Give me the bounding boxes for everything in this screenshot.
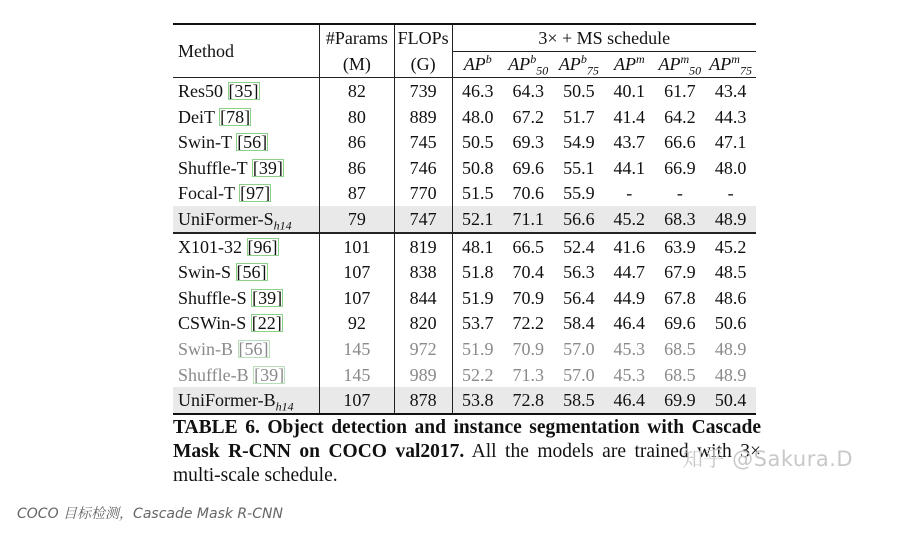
value-cell: 45.3 [613,338,646,359]
table-row [173,311,756,337]
method-cell: Res50 [35] [173,78,320,104]
citation-link[interactable]: [97] [240,183,271,204]
caption-text: All the models are trained with 3× multi-scale schedule. [173,441,761,486]
value-cell: 57.0 [563,364,595,385]
params-cell: 86 [320,155,395,181]
value-cell: 70.9 [512,287,544,308]
header-method: Method [173,24,320,78]
value-cell: 48.1 [452,233,503,260]
flops-cell: 820 [394,311,452,337]
table-row [173,285,756,311]
method-cell: Swin-T [56] [173,129,320,155]
citation-link[interactable]: [39] [252,157,283,178]
flops-cell: 844 [394,285,452,311]
value-cell: 46.4 [613,313,646,334]
value-cell: 61.7 [654,78,705,104]
value-cell: 46.4 [604,387,654,414]
params-cell: 87 [320,181,395,207]
value-cell: 44.7 [613,262,646,283]
flops-cell: 746 [394,155,452,181]
value-cell: 50.8 [461,157,494,178]
method-cell: Focal-T [97] [173,181,320,207]
value-cell: 48.0 [461,106,494,127]
citation-link[interactable]: [39] [254,364,285,385]
value-cell: 44.9 [613,287,646,308]
flops-cell: 739 [394,78,452,104]
table-row-highlighted [173,387,756,414]
value-cell: 64.3 [503,78,554,104]
value-cell: 71.1 [503,206,554,233]
params-cell: 101 [320,233,395,260]
value-cell: 69.6 [664,313,696,334]
table-row [173,129,756,155]
method-cell: DeiT [78] [173,104,320,130]
table-row-highlighted [173,206,756,233]
citation-link[interactable]: [35] [228,80,259,101]
table-row [173,181,756,207]
citation-link[interactable]: [39] [252,287,283,308]
value-cell: 68.5 [664,364,696,385]
header-flops: FLOPs [394,24,452,51]
header-params-unit: (M) [320,51,395,78]
citation-link[interactable]: [96] [247,236,278,257]
value-cell: 66.5 [503,233,554,260]
flops-cell: 878 [394,387,452,414]
header-metric: $AP^b_{75}$ [554,51,605,78]
value-cell: 48.5 [714,262,747,283]
params-cell: 107 [320,387,395,414]
flops-cell: 819 [394,233,452,260]
watermark: 知乎 @Sakura.D [682,447,854,471]
value-cell: 50.6 [714,313,747,334]
params-cell: 80 [320,104,395,130]
value-cell: 47.1 [714,132,747,153]
value-cell: 45.3 [613,364,646,385]
header-metric: $AP^b$ [452,51,503,78]
flops-cell: 889 [394,104,452,130]
value-cell: 48.0 [714,157,747,178]
caption-label: TABLE 6. Object detection and instance segmentation with Cascade Mask R-CNN on COCO val2017. [173,417,761,462]
value-cell: 58.4 [563,313,595,334]
method-cell: Shuffle-S [39] [173,285,320,311]
value-cell: 67.9 [664,262,696,283]
table-row [173,155,756,181]
value-cell: - [676,183,683,204]
table-row [173,259,756,285]
params-cell: 92 [320,311,395,337]
value-cell: 51.5 [461,183,494,204]
params-cell: 82 [320,78,395,104]
params-cell: 107 [320,259,395,285]
value-cell: 48.6 [714,287,747,308]
value-cell: 57.0 [563,338,595,359]
value-cell: 66.9 [664,157,696,178]
value-cell: 43.7 [613,132,646,153]
value-cell: 50.5 [554,78,605,104]
citation-link[interactable]: [56] [238,338,269,359]
value-cell: 51.9 [461,287,494,308]
value-cell: 53.7 [461,313,494,334]
params-cell: 86 [320,129,395,155]
value-cell: 52.2 [461,364,494,385]
table-row [173,233,756,260]
value-cell: 44.1 [613,157,646,178]
method-cell: Swin-B [56] [173,336,320,362]
value-cell: 48.9 [714,338,747,359]
value-cell: 68.5 [664,338,696,359]
value-cell: 50.5 [461,132,494,153]
header-schedule: 3× + MS schedule [452,24,756,51]
value-cell: 52.4 [554,233,605,260]
method-cell: X101-32 [96] [173,233,320,260]
value-cell: 70.9 [512,338,544,359]
table-row-gray [173,362,756,388]
value-cell: 52.1 [452,206,503,233]
value-cell: 71.3 [512,364,544,385]
citation-link[interactable]: [56] [236,262,267,283]
value-cell: 72.2 [512,313,544,334]
value-cell: 72.8 [503,387,554,414]
params-cell: 107 [320,285,395,311]
image-caption: COCO 目标检测，Cascade Mask R-CNN [17,506,283,522]
header-params: #Params [320,24,395,51]
value-cell: 51.9 [461,338,494,359]
value-cell: 43.4 [705,78,756,104]
table-row-gray [173,336,756,362]
flops-cell: 745 [394,129,452,155]
value-cell: - [727,183,734,204]
citation-link[interactable]: [78] [220,106,251,127]
value-cell: 63.9 [654,233,705,260]
value-cell: 58.5 [554,387,605,414]
value-cell: 45.2 [604,206,654,233]
method-cell: UniFormer-$B_{h14}$ [173,387,320,414]
method-cell: CSWin-S [22] [173,311,320,337]
value-cell: 55.9 [563,183,595,204]
value-cell: 50.4 [705,387,756,414]
value-cell: 56.6 [554,206,605,233]
value-cell: 41.6 [604,233,654,260]
header-metric: $AP^m_{75}$ [705,51,756,78]
table-row [173,78,756,104]
value-cell: - [626,183,633,204]
value-cell: 64.2 [664,106,696,127]
citation-link[interactable]: [56] [237,132,268,153]
header-metric: $AP^b_{50}$ [503,51,554,78]
value-cell: 67.8 [664,287,696,308]
value-cell: 48.9 [714,364,747,385]
params-cell: 79 [320,206,395,233]
header-metric: $AP^m$ [604,51,654,78]
table-row [173,104,756,130]
value-cell: 41.4 [613,106,646,127]
value-cell: 69.3 [512,132,544,153]
flops-cell: 770 [394,181,452,207]
method-cell: UniFormer-$S_{h14}$ [173,206,320,233]
citation-link[interactable]: [22] [251,313,282,334]
value-cell: 70.6 [512,183,544,204]
table-caption [173,416,761,488]
flops-cell: 747 [394,206,452,233]
method-cell: Shuffle-T [39] [173,155,320,181]
value-cell: 48.9 [705,206,756,233]
value-cell: 44.3 [714,106,747,127]
results-table [173,23,756,415]
value-cell: 51.7 [563,106,595,127]
value-cell: 55.1 [563,157,595,178]
value-cell: 68.3 [654,206,705,233]
value-cell: 45.2 [705,233,756,260]
value-cell: 53.8 [452,387,503,414]
params-cell: 145 [320,362,395,388]
header-flops-unit: (G) [394,51,452,78]
flops-cell: 838 [394,259,452,285]
method-cell: Swin-S [56] [173,259,320,285]
value-cell: 46.3 [452,78,503,104]
value-cell: 69.9 [654,387,705,414]
value-cell: 67.2 [512,106,544,127]
method-cell: Shuffle-B [39] [173,362,320,388]
value-cell: 56.3 [563,262,595,283]
value-cell: 70.4 [512,262,544,283]
value-cell: 56.4 [563,287,595,308]
value-cell: 66.6 [664,132,696,153]
value-cell: 40.1 [604,78,654,104]
value-cell: 51.8 [461,262,494,283]
params-cell: 145 [320,336,395,362]
value-cell: 54.9 [563,132,595,153]
flops-cell: 989 [394,362,452,388]
flops-cell: 972 [394,336,452,362]
header-metric: $AP^m_{50}$ [654,51,705,78]
value-cell: 69.6 [512,157,544,178]
